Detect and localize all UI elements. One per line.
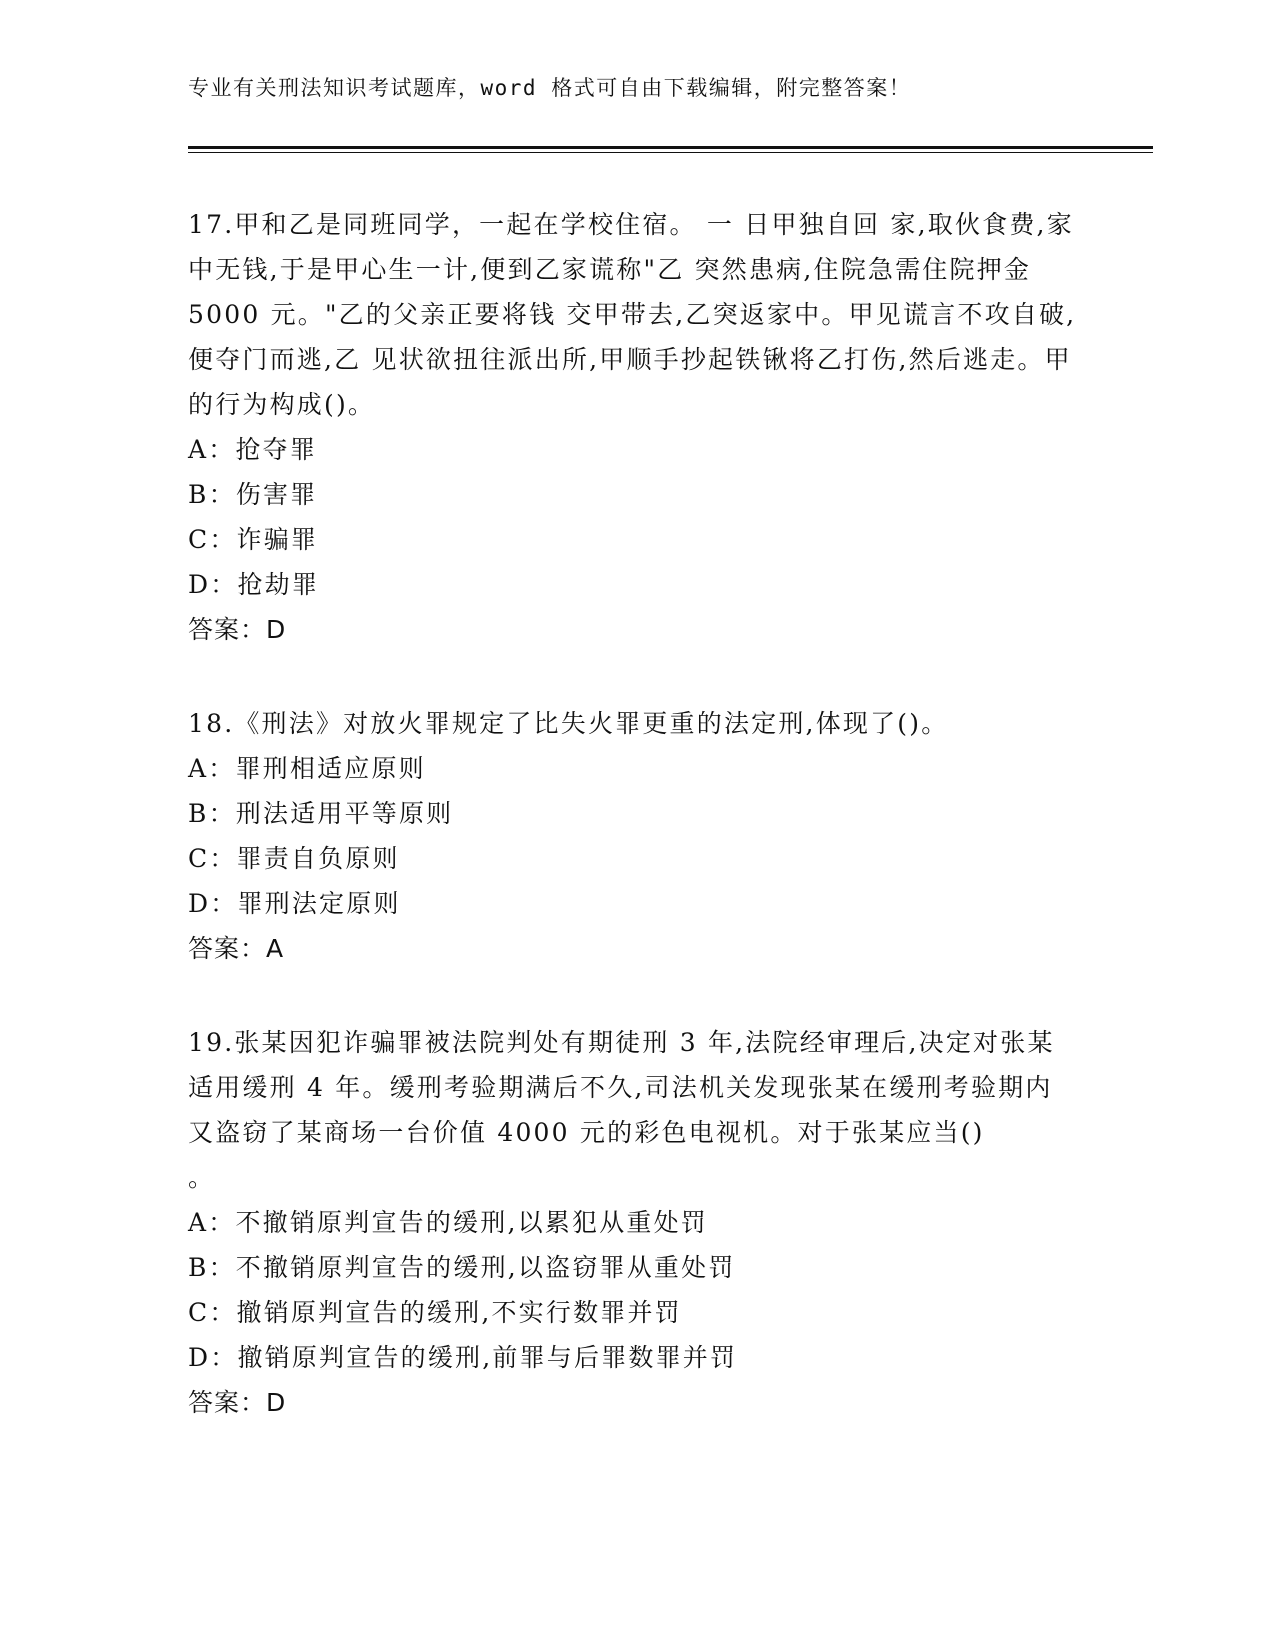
option-c: C：罪责自负原则 [188, 844, 400, 873]
question-stem: 18.《刑法》对放火罪规定了比失火罪更重的法定刑,体现了()。 [188, 709, 949, 738]
option-a: A：抢夺罪 [188, 435, 318, 464]
option-d: D：撤销原判宣告的缓刑,前罪与后罪数罪并罚 [188, 1343, 738, 1372]
option-b: B：不撤销原判宣告的缓刑,以盗窃罪从重处罚 [188, 1253, 736, 1282]
option-c: C：诈骗罪 [188, 525, 319, 554]
option-d: D：罪刑法定原则 [188, 889, 401, 918]
answer: 答案：A [188, 934, 285, 963]
option-a: A：罪刑相适应原则 [188, 754, 426, 783]
question-stem: 17.甲和乙是同班同学，一起在学校住宿。 一 日甲独自回 家,取伙食费,家中无钱,于是甲心生一计,便到乙家谎称"乙 突然患病,住院急需住院押金 5000 元。"乙的父亲正要将钱 交甲带去,乙突返家中。甲见谎言不攻自破,便夺门而逃,乙 见状欲扭往派出所,甲顺手抄起铁锹将乙打伤,然后逃走。甲的行为构成()。 [188, 210, 1077, 419]
option-d: D：抢劫罪 [188, 570, 320, 599]
header-rule-thin [188, 152, 1153, 153]
question-17 [188, 202, 1078, 652]
question-19 [188, 1020, 1078, 1425]
answer: 答案：D [188, 1388, 287, 1417]
header-rule-thick [188, 146, 1153, 149]
option-c: C：撤销原判宣告的缓刑,不实行数罪并罚 [188, 1298, 682, 1327]
question-stem: 19.张某因犯诈骗罪被法院判处有期徒刑 3 年,法院经审理后,决定对张某适用缓刑 4 年。缓刑考验期满后不久,司法机关发现张某在缓刑考验期内又盗窃了某商场一台价值 4000 元的彩色电视机。对于张某应当() [188, 1028, 1055, 1147]
option-a: A：不撤销原判宣告的缓刑,以累犯从重处罚 [188, 1208, 709, 1237]
option-b: B：刑法适用平等原则 [188, 799, 454, 828]
option-b: B：伤害罪 [188, 480, 318, 509]
question-18 [188, 701, 1078, 971]
answer: 答案：D [188, 615, 287, 644]
question-stem-tail: 。 [188, 1163, 214, 1192]
page-header: 专业有关刑法知识考试题库，word 格式可自由下载编辑，附完整答案！ [188, 76, 912, 100]
